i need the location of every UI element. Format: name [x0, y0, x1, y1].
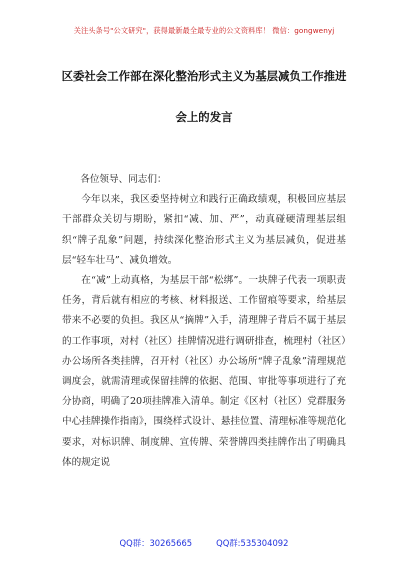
qq-group-2: QQ群:535304092: [216, 538, 289, 548]
document-title: [44, 68, 364, 125]
salutation: 各位领导、同志们：: [80, 174, 167, 185]
qq-group-1: QQ群：30265665: [119, 538, 193, 548]
title-line-2: 会上的发言: [175, 110, 233, 124]
paragraph-1: 今年以来，我区委坚持树立和践行正确政绩观，积极回应基层干部群众关切与期盼，紧扣“减、加、严”，动真碰硬清理基层组织“牌子乱象”问题，持续深化整治形式主义为基层减负，促进基层“轻车壮马”、减负增效。: [62, 194, 346, 266]
header-promo-note: 关注头条号"公文研究"，获得最新最全最专业的公文资料库！ 微信：gongwenyj: [73, 26, 335, 35]
paragraph-2: 在“减”上动真格，为基层干部“松绑”。一块牌子代表一项职责任务，背后就有相应的考核、材料报送、工作留痕等要求，给基层带来不必要的负担。我区从“摘牌”入手，清理牌子背后不属于基层的工作事项，对村（社区）挂牌情况进行调研排查，梳理村（社区）办公场所各类挂牌，召开村（社区）办公场所“牌子乱象”清理规范调度会，就需清理或保留挂牌的依据、范围、审批等事项进行了充分协商，明确了20项挂牌准入清单。制定《区村（社区）党群服务中心挂牌操作指南》，围绕样式设计、悬挂位置、清理标准等规范化要求，对标识牌、制度牌、宣传牌、荣誉牌四类挂牌作出了明确具体的规定说: [62, 275, 346, 468]
document-body: [62, 170, 346, 473]
title-line-1: 区委社会工作部在深化整治形式主义为基层减负工作推进: [61, 69, 347, 83]
footer-contacts: [0, 537, 408, 549]
